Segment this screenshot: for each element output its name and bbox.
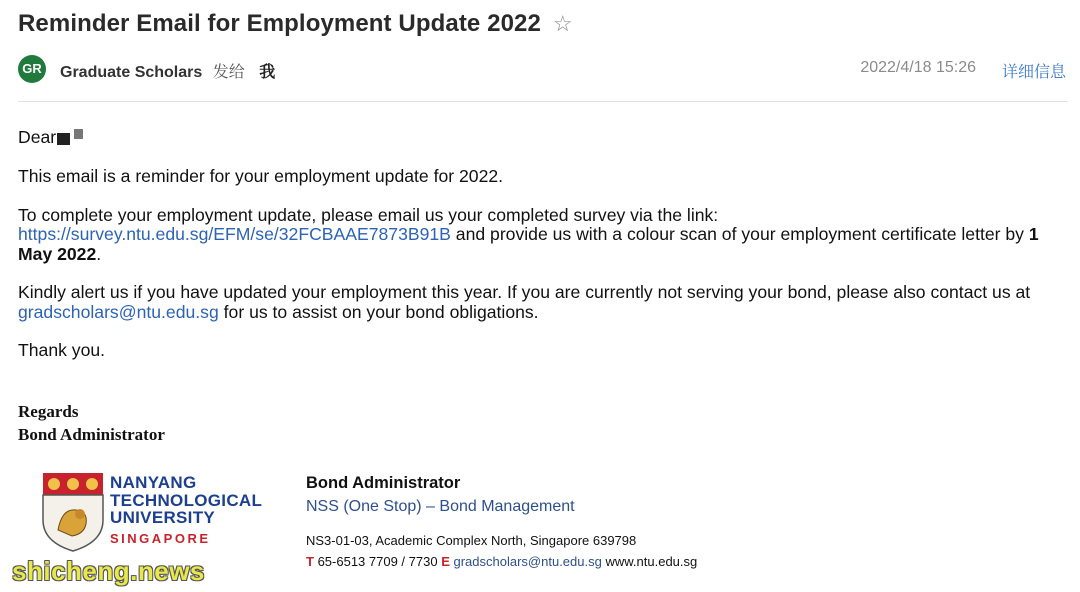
sender-info (60, 59, 275, 82)
ntu-wordmark (110, 474, 262, 547)
contact-email-link[interactable]: gradscholars@ntu.edu.sg (18, 301, 219, 322)
logo-line-3: UNIVERSITY (110, 508, 216, 527)
sender-name[interactable]: Graduate Scholars (60, 64, 203, 81)
paragraph-1: This email is a reminder for your employment update for 2022. (18, 166, 504, 187)
email-subject: Reminder Email for Employment Update 2022 (18, 10, 541, 37)
phone-label: T (306, 554, 314, 569)
paragraph-2-text-b: and provide us with a colour scan of your employment certificate letter by (450, 224, 1029, 245)
email-date: 2022/4/18 15:26 (860, 59, 976, 76)
paragraph-3 (18, 283, 1073, 322)
signature-contact (306, 554, 697, 569)
survey-link[interactable]: https://survey.ntu.edu.sg/EFM/se/32FCBAAE7873B91B (18, 224, 451, 245)
paragraph-3-text-b: for us to assist on your bond obligations. (218, 301, 539, 322)
regards-text: Regards (18, 402, 79, 421)
email-signature (306, 474, 697, 569)
email-body (18, 128, 1073, 380)
logo-line-1: NANYANG (110, 473, 197, 492)
email-label: E (441, 554, 450, 569)
ntu-logo (42, 472, 262, 552)
paragraph-4: Thank you. (18, 340, 106, 361)
deadline-date: 1 May 2022 (18, 224, 1039, 264)
paragraph-2-text-a: To complete your employment update, please email us your completed survey via the link: (18, 204, 719, 225)
phone-number: 65-6513 7709 / 7730 (317, 554, 438, 569)
email-header (18, 10, 573, 38)
greeting-paragraph (18, 128, 1073, 148)
avatar[interactable]: GR (18, 55, 46, 83)
signature-email-link[interactable]: gradscholars@ntu.edu.sg (453, 554, 602, 569)
paragraph-2-end: . (96, 243, 102, 264)
ntu-crest-icon (42, 472, 104, 552)
regards-name: Bond Administrator (18, 425, 165, 444)
greeting: Dear (18, 127, 57, 147)
redacted-name (56, 129, 83, 149)
logo-line-2: TECHNOLOGICAL (110, 490, 263, 510)
recipient-name[interactable]: 我 (259, 64, 276, 81)
paragraph-2 (18, 206, 1073, 265)
details-link[interactable]: 详细信息 (1001, 64, 1066, 81)
signature-address: NS3-01-03, Academic Complex North, Singapore 639798 (306, 533, 637, 548)
signature-title: Bond Administrator (306, 474, 461, 492)
sender-row (18, 54, 1068, 84)
signature-dept: NSS (One Stop) – Bond Management (306, 498, 575, 515)
star-icon[interactable]: ☆ (552, 11, 573, 36)
paragraph-3-text-a: Kindly alert us if you have updated your employment this year. If you are currently not serving your bond, please also contact us at (18, 282, 1031, 303)
header-divider (18, 101, 1068, 102)
regards-block (18, 400, 165, 446)
website-link[interactable]: www.ntu.edu.sg (605, 554, 698, 569)
sent-to-label: 发给 (212, 64, 245, 81)
logo-line-4: SINGAPORE (110, 530, 211, 546)
watermark: shicheng.news (12, 556, 205, 586)
